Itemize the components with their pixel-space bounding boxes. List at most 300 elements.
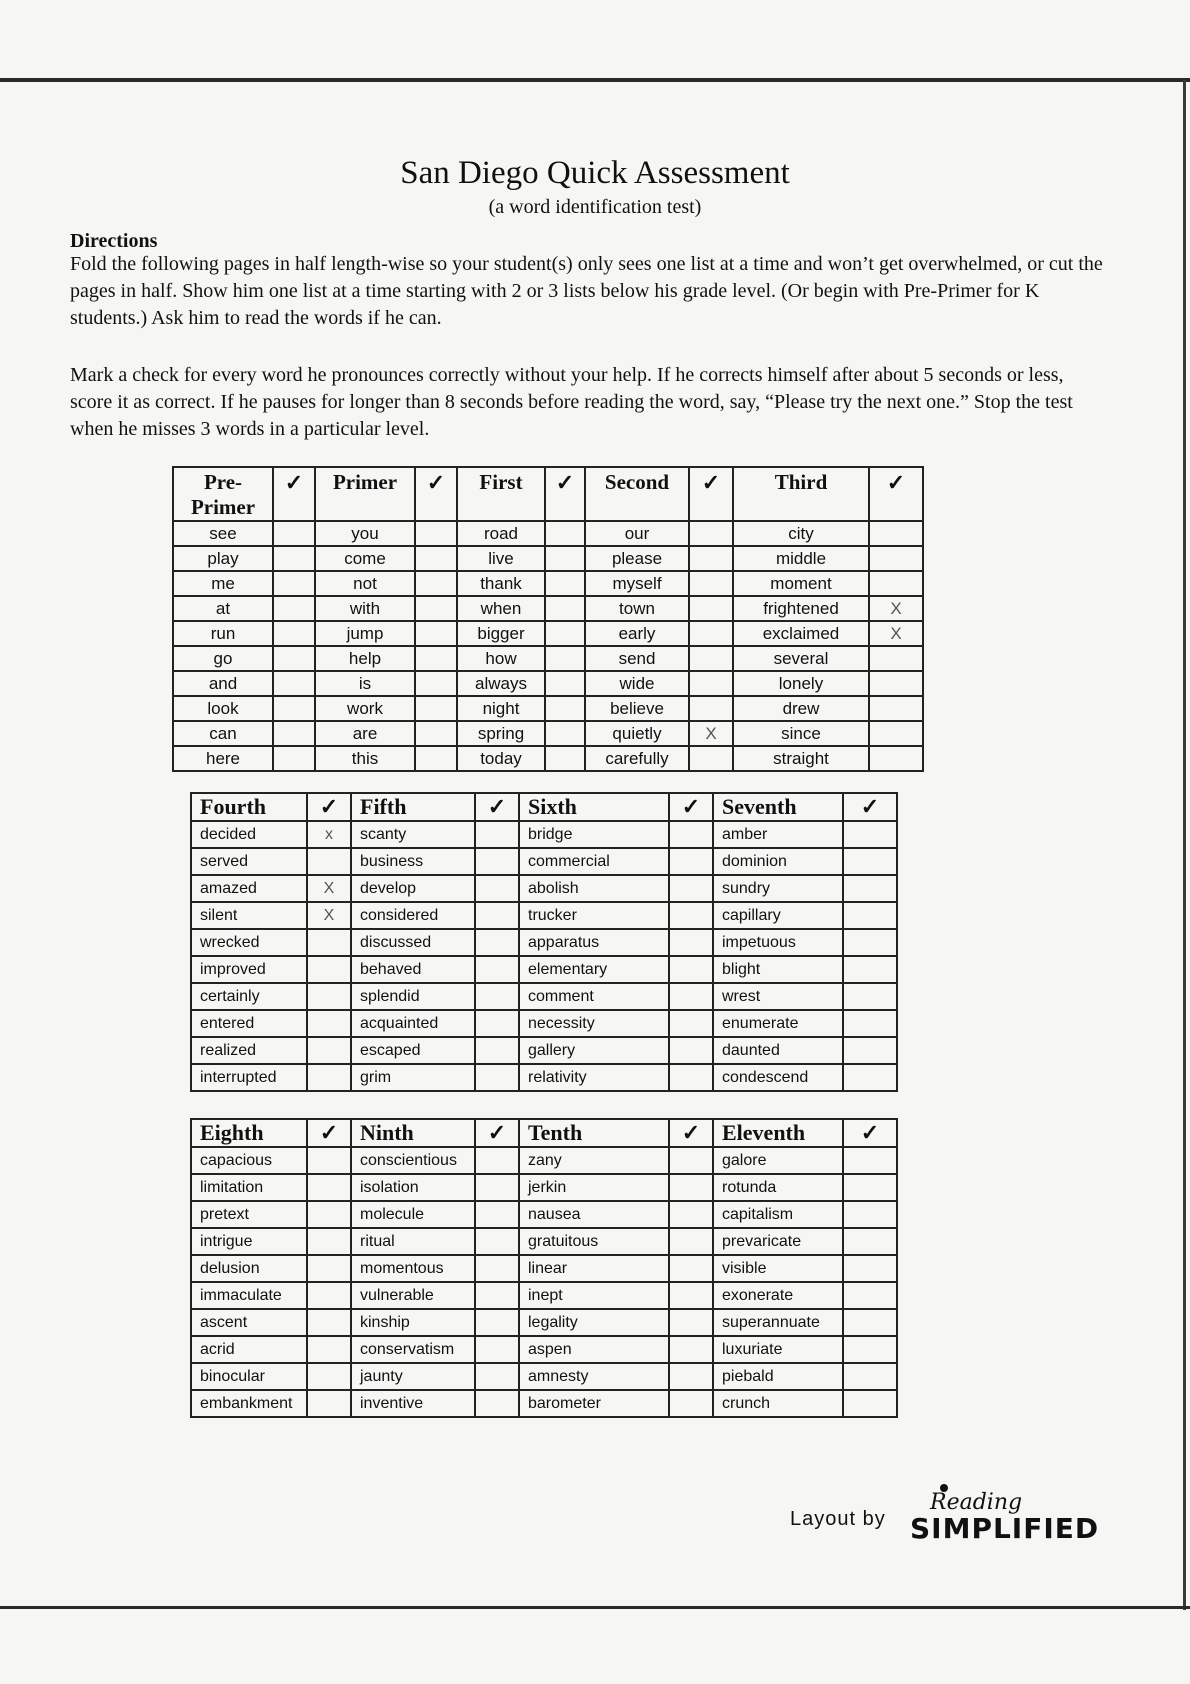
check-mark-cell[interactable] xyxy=(843,1147,897,1174)
page-edge-top xyxy=(0,78,1190,82)
check-mark-cell[interactable] xyxy=(843,1010,897,1037)
table-header-row xyxy=(173,467,923,521)
table-row xyxy=(191,1228,897,1255)
check-column-icon: ✓ xyxy=(475,1119,519,1147)
table-row xyxy=(173,621,923,646)
word-cell: road xyxy=(457,521,545,546)
word-cell: vulnerable xyxy=(351,1282,475,1309)
check-mark-cell[interactable] xyxy=(415,671,457,696)
check-mark-cell[interactable] xyxy=(475,983,519,1010)
table-row xyxy=(191,1010,897,1037)
word-cell: served xyxy=(191,848,307,875)
word-cell: prevaricate xyxy=(713,1228,843,1255)
word-cell: is xyxy=(315,671,415,696)
word-cell: not xyxy=(315,571,415,596)
word-cell: middle xyxy=(733,546,869,571)
check-mark-cell[interactable] xyxy=(415,521,457,546)
check-mark-cell[interactable] xyxy=(545,646,585,671)
check-mark-cell[interactable] xyxy=(475,1064,519,1091)
word-cell: considered xyxy=(351,902,475,929)
word-cell: barometer xyxy=(519,1390,669,1417)
check-mark-cell[interactable] xyxy=(307,1363,351,1390)
table-row xyxy=(173,696,923,721)
word-cell: inept xyxy=(519,1282,669,1309)
word-cell: acquainted xyxy=(351,1010,475,1037)
check-column-icon: ✓ xyxy=(307,1119,351,1147)
check-mark-cell[interactable] xyxy=(843,1336,897,1363)
check-mark-cell[interactable] xyxy=(475,1037,519,1064)
table-row xyxy=(191,1174,897,1201)
check-mark-cell[interactable] xyxy=(415,596,457,621)
word-cell: capitalism xyxy=(713,1201,843,1228)
table-row xyxy=(173,521,923,546)
word-cell: improved xyxy=(191,956,307,983)
check-mark-cell[interactable] xyxy=(843,1282,897,1309)
check-mark-cell[interactable] xyxy=(869,671,923,696)
word-cell: wrest xyxy=(713,983,843,1010)
table-row xyxy=(173,546,923,571)
word-cell: wide xyxy=(585,671,689,696)
directions-paragraph-2: Mark a check for every word he pronounces correctly without your help. If he corrects himself after about 5 seconds or less, score it as correct. If he pauses for longer than 8 seconds before reading the word, say, “Please try the next one.” Stop the test when he misses 3 words in a particular level. xyxy=(70,364,1073,440)
word-cell: apparatus xyxy=(519,929,669,956)
check-mark-cell[interactable] xyxy=(545,621,585,646)
word-cell: believe xyxy=(585,696,689,721)
check-mark-cell[interactable] xyxy=(545,596,585,621)
table-row xyxy=(173,746,923,771)
check-mark-cell[interactable] xyxy=(545,671,585,696)
check-column-icon: ✓ xyxy=(415,467,457,521)
check-mark-cell[interactable] xyxy=(307,1336,351,1363)
word-cell: trucker xyxy=(519,902,669,929)
word-cell: commercial xyxy=(519,848,669,875)
check-mark-cell[interactable] xyxy=(669,1147,713,1174)
word-cell: city xyxy=(733,521,869,546)
check-mark-cell[interactable] xyxy=(307,983,351,1010)
table-row xyxy=(173,671,923,696)
check-mark-cell[interactable]: X xyxy=(869,596,923,621)
word-cell: straight xyxy=(733,746,869,771)
word-cell: inventive xyxy=(351,1390,475,1417)
check-mark-cell[interactable] xyxy=(689,671,733,696)
word-cell: immaculate xyxy=(191,1282,307,1309)
check-column-icon: ✓ xyxy=(843,793,897,821)
check-mark-cell[interactable] xyxy=(475,1309,519,1336)
check-mark-cell[interactable] xyxy=(689,746,733,771)
word-cell: binocular xyxy=(191,1363,307,1390)
level-heading: Primer xyxy=(315,467,415,521)
word-cell: linear xyxy=(519,1255,669,1282)
word-cell: jerkin xyxy=(519,1174,669,1201)
table-row xyxy=(191,956,897,983)
word-cell: go xyxy=(173,646,273,671)
check-mark-cell[interactable] xyxy=(475,1255,519,1282)
check-mark-cell[interactable] xyxy=(843,1174,897,1201)
page-edge-bottom xyxy=(0,1606,1190,1609)
level-heading: Seventh xyxy=(713,793,843,821)
check-mark-cell[interactable] xyxy=(475,1147,519,1174)
layout-by-label: Layout by xyxy=(790,1508,886,1530)
word-cell: carefully xyxy=(585,746,689,771)
word-cell: bigger xyxy=(457,621,545,646)
check-mark-cell[interactable] xyxy=(669,956,713,983)
word-cell: work xyxy=(315,696,415,721)
level-heading: Sixth xyxy=(519,793,669,821)
check-mark-cell[interactable] xyxy=(307,1228,351,1255)
word-cell: early xyxy=(585,621,689,646)
check-mark-cell[interactable] xyxy=(843,929,897,956)
check-mark-cell[interactable] xyxy=(307,1309,351,1336)
word-cell: gratuitous xyxy=(519,1228,669,1255)
check-mark-cell[interactable] xyxy=(669,1309,713,1336)
check-mark-cell[interactable] xyxy=(307,1255,351,1282)
word-cell: spring xyxy=(457,721,545,746)
word-list-table-2 xyxy=(190,792,898,1092)
level-heading: Fifth xyxy=(351,793,475,821)
word-cell: amnesty xyxy=(519,1363,669,1390)
word-cell: help xyxy=(315,646,415,671)
word-cell: impetuous xyxy=(713,929,843,956)
check-mark-cell[interactable] xyxy=(545,546,585,571)
word-cell: send xyxy=(585,646,689,671)
check-mark-cell[interactable] xyxy=(475,875,519,902)
word-cell: crunch xyxy=(713,1390,843,1417)
word-cell: see xyxy=(173,521,273,546)
word-cell: here xyxy=(173,746,273,771)
check-mark-cell[interactable] xyxy=(669,875,713,902)
check-mark-cell[interactable] xyxy=(843,1390,897,1417)
check-mark-cell[interactable] xyxy=(869,546,923,571)
check-mark-cell[interactable] xyxy=(307,956,351,983)
check-mark-cell[interactable] xyxy=(545,571,585,596)
word-cell: please xyxy=(585,546,689,571)
check-mark-cell[interactable] xyxy=(415,646,457,671)
level-heading: Third xyxy=(733,467,869,521)
level-heading: Fourth xyxy=(191,793,307,821)
check-mark-cell[interactable] xyxy=(307,1390,351,1417)
table-row xyxy=(191,848,897,875)
check-mark-cell[interactable] xyxy=(545,521,585,546)
level-heading: Ninth xyxy=(351,1119,475,1147)
table-row xyxy=(191,929,897,956)
check-mark-cell[interactable]: X xyxy=(307,875,351,902)
check-mark-cell[interactable] xyxy=(415,696,457,721)
table-row xyxy=(173,596,923,621)
check-mark-cell[interactable] xyxy=(869,721,923,746)
word-cell: grim xyxy=(351,1064,475,1091)
check-mark-cell[interactable] xyxy=(843,983,897,1010)
word-cell: aspen xyxy=(519,1336,669,1363)
check-mark-cell[interactable] xyxy=(307,1282,351,1309)
word-cell: business xyxy=(351,848,475,875)
table-row xyxy=(191,983,897,1010)
check-mark-cell[interactable]: x xyxy=(307,821,351,848)
word-cell: at xyxy=(173,596,273,621)
check-mark-cell[interactable] xyxy=(307,1201,351,1228)
check-mark-cell[interactable] xyxy=(273,696,315,721)
word-cell: rotunda xyxy=(713,1174,843,1201)
table-row xyxy=(191,875,897,902)
check-mark-cell[interactable] xyxy=(689,546,733,571)
check-mark-cell[interactable] xyxy=(307,1147,351,1174)
check-mark-cell[interactable] xyxy=(475,821,519,848)
check-column-icon: ✓ xyxy=(689,467,733,521)
check-mark-cell[interactable] xyxy=(669,821,713,848)
table-row xyxy=(173,646,923,671)
directions-heading: Directions xyxy=(70,230,158,252)
word-cell: visible xyxy=(713,1255,843,1282)
check-mark-cell[interactable] xyxy=(273,621,315,646)
check-column-icon: ✓ xyxy=(843,1119,897,1147)
word-cell: acrid xyxy=(191,1336,307,1363)
check-mark-cell[interactable] xyxy=(475,1363,519,1390)
check-mark-cell[interactable] xyxy=(415,721,457,746)
check-mark-cell[interactable] xyxy=(475,902,519,929)
word-cell: wrecked xyxy=(191,929,307,956)
word-cell: behaved xyxy=(351,956,475,983)
word-cell: blight xyxy=(713,956,843,983)
word-cell: our xyxy=(585,521,689,546)
check-column-icon: ✓ xyxy=(307,793,351,821)
word-cell: entered xyxy=(191,1010,307,1037)
check-mark-cell[interactable] xyxy=(869,521,923,546)
check-mark-cell[interactable] xyxy=(669,1010,713,1037)
check-mark-cell[interactable] xyxy=(307,1064,351,1091)
check-mark-cell[interactable] xyxy=(415,546,457,571)
table-row xyxy=(173,721,923,746)
check-mark-cell[interactable] xyxy=(669,1064,713,1091)
check-mark-cell[interactable] xyxy=(669,1282,713,1309)
level-heading: Eighth xyxy=(191,1119,307,1147)
check-mark-cell[interactable] xyxy=(669,1174,713,1201)
word-cell: thank xyxy=(457,571,545,596)
check-mark-cell[interactable] xyxy=(415,621,457,646)
word-cell: abolish xyxy=(519,875,669,902)
word-cell: condescend xyxy=(713,1064,843,1091)
check-mark-cell[interactable] xyxy=(869,746,923,771)
table-row xyxy=(191,902,897,929)
check-mark-cell[interactable] xyxy=(689,521,733,546)
check-mark-cell[interactable] xyxy=(669,1201,713,1228)
check-mark-cell[interactable] xyxy=(475,1201,519,1228)
check-mark-cell[interactable] xyxy=(669,1228,713,1255)
word-cell: luxuriate xyxy=(713,1336,843,1363)
check-mark-cell[interactable] xyxy=(669,848,713,875)
directions-paragraph-1: Fold the following pages in half length-wise so your student(s) only sees one list at a time and won’t get overwhelmed, or cut the pages in half. Show him one list at a time starting with 2 or 3 lists below his grade level. (Or begin with Pre-Primer for K students.) Ask him to read the words if he can. xyxy=(70,253,1103,329)
word-cell: piebald xyxy=(713,1363,843,1390)
word-cell: come xyxy=(315,546,415,571)
level-heading: Tenth xyxy=(519,1119,669,1147)
check-mark-cell[interactable] xyxy=(273,671,315,696)
word-cell: nausea xyxy=(519,1201,669,1228)
table-row xyxy=(191,1255,897,1282)
check-mark-cell[interactable] xyxy=(307,1010,351,1037)
table-row xyxy=(191,1336,897,1363)
word-cell: always xyxy=(457,671,545,696)
word-cell: zany xyxy=(519,1147,669,1174)
check-mark-cell[interactable] xyxy=(843,956,897,983)
check-mark-cell[interactable] xyxy=(415,571,457,596)
brand-logo-reading: Reading xyxy=(930,1490,1023,1515)
check-mark-cell[interactable]: X xyxy=(869,621,923,646)
table-header-row xyxy=(191,1119,897,1147)
check-mark-cell[interactable] xyxy=(669,929,713,956)
check-mark-cell[interactable] xyxy=(843,848,897,875)
check-mark-cell[interactable] xyxy=(545,721,585,746)
word-cell: momentous xyxy=(351,1255,475,1282)
check-mark-cell[interactable] xyxy=(273,571,315,596)
word-cell: since xyxy=(733,721,869,746)
word-cell: comment xyxy=(519,983,669,1010)
word-cell: embankment xyxy=(191,1390,307,1417)
check-mark-cell[interactable] xyxy=(475,1010,519,1037)
word-cell: capacious xyxy=(191,1147,307,1174)
table-header-row xyxy=(191,793,897,821)
level-heading: First xyxy=(457,467,545,521)
check-mark-cell[interactable] xyxy=(669,1363,713,1390)
word-cell: town xyxy=(585,596,689,621)
table-row xyxy=(191,1282,897,1309)
word-cell: how xyxy=(457,646,545,671)
check-mark-cell[interactable] xyxy=(273,721,315,746)
check-mark-cell[interactable] xyxy=(415,746,457,771)
check-mark-cell[interactable] xyxy=(475,1174,519,1201)
check-mark-cell[interactable]: X xyxy=(689,721,733,746)
word-cell: legality xyxy=(519,1309,669,1336)
word-cell: bridge xyxy=(519,821,669,848)
check-mark-cell[interactable] xyxy=(869,696,923,721)
word-cell: ritual xyxy=(351,1228,475,1255)
page-edge-right xyxy=(1183,80,1186,1610)
word-cell: elementary xyxy=(519,956,669,983)
check-mark-cell[interactable] xyxy=(689,696,733,721)
check-mark-cell[interactable] xyxy=(843,1255,897,1282)
check-mark-cell[interactable] xyxy=(307,1174,351,1201)
word-cell: relativity xyxy=(519,1064,669,1091)
check-mark-cell[interactable] xyxy=(475,1336,519,1363)
check-mark-cell[interactable] xyxy=(843,1037,897,1064)
word-cell: live xyxy=(457,546,545,571)
check-mark-cell[interactable] xyxy=(669,1336,713,1363)
check-mark-cell[interactable] xyxy=(669,983,713,1010)
check-mark-cell[interactable] xyxy=(307,929,351,956)
check-mark-cell[interactable] xyxy=(843,1363,897,1390)
check-mark-cell[interactable] xyxy=(669,1255,713,1282)
word-cell: certainly xyxy=(191,983,307,1010)
word-cell: realized xyxy=(191,1037,307,1064)
check-mark-cell[interactable] xyxy=(475,848,519,875)
word-list-table-1 xyxy=(172,466,924,772)
word-cell: when xyxy=(457,596,545,621)
check-mark-cell[interactable] xyxy=(475,1390,519,1417)
word-cell: can xyxy=(173,721,273,746)
check-column-icon: ✓ xyxy=(869,467,923,521)
check-mark-cell[interactable] xyxy=(689,596,733,621)
check-mark-cell[interactable] xyxy=(843,902,897,929)
check-mark-cell[interactable] xyxy=(869,646,923,671)
check-mark-cell[interactable] xyxy=(307,848,351,875)
check-mark-cell[interactable] xyxy=(669,902,713,929)
word-cell: look xyxy=(173,696,273,721)
check-mark-cell[interactable] xyxy=(843,875,897,902)
page-subtitle: (a word identification test) xyxy=(488,196,702,218)
table-row xyxy=(191,1363,897,1390)
word-cell: enumerate xyxy=(713,1010,843,1037)
table-row xyxy=(191,1064,897,1091)
word-cell: daunted xyxy=(713,1037,843,1064)
word-cell: silent xyxy=(191,902,307,929)
word-cell: molecule xyxy=(351,1201,475,1228)
check-mark-cell[interactable] xyxy=(545,696,585,721)
check-mark-cell[interactable] xyxy=(475,956,519,983)
word-cell: several xyxy=(733,646,869,671)
check-column-icon: ✓ xyxy=(273,467,315,521)
word-list-table-3 xyxy=(190,1118,898,1418)
check-mark-cell[interactable] xyxy=(273,546,315,571)
check-mark-cell[interactable] xyxy=(273,596,315,621)
table-row xyxy=(191,1309,897,1336)
word-cell: play xyxy=(173,546,273,571)
word-cell: necessity xyxy=(519,1010,669,1037)
footer-credit xyxy=(790,1490,1110,1554)
check-mark-cell[interactable] xyxy=(273,746,315,771)
check-mark-cell[interactable] xyxy=(843,1228,897,1255)
word-cell: and xyxy=(173,671,273,696)
word-cell: amber xyxy=(713,821,843,848)
word-cell: jump xyxy=(315,621,415,646)
check-mark-cell[interactable] xyxy=(869,571,923,596)
table-row xyxy=(191,1201,897,1228)
check-mark-cell[interactable] xyxy=(273,521,315,546)
word-cell: limitation xyxy=(191,1174,307,1201)
check-mark-cell[interactable] xyxy=(669,1390,713,1417)
word-cell: me xyxy=(173,571,273,596)
check-column-icon: ✓ xyxy=(669,1119,713,1147)
word-cell: exclaimed xyxy=(733,621,869,646)
check-mark-cell[interactable] xyxy=(843,1309,897,1336)
table-row xyxy=(173,571,923,596)
word-cell: isolation xyxy=(351,1174,475,1201)
word-cell: capillary xyxy=(713,902,843,929)
check-mark-cell[interactable] xyxy=(689,621,733,646)
level-heading: Pre-Primer xyxy=(173,467,273,521)
word-cell: lonely xyxy=(733,671,869,696)
check-mark-cell[interactable] xyxy=(273,646,315,671)
check-mark-cell[interactable] xyxy=(689,571,733,596)
table-row xyxy=(191,1037,897,1064)
check-mark-cell[interactable] xyxy=(545,746,585,771)
word-cell: exonerate xyxy=(713,1282,843,1309)
check-mark-cell[interactable] xyxy=(843,1201,897,1228)
check-mark-cell[interactable] xyxy=(689,646,733,671)
word-cell: jaunty xyxy=(351,1363,475,1390)
page-title: San Diego Quick Assessment xyxy=(400,155,790,191)
word-cell: myself xyxy=(585,571,689,596)
check-mark-cell[interactable] xyxy=(843,821,897,848)
word-cell: dominion xyxy=(713,848,843,875)
word-cell: drew xyxy=(733,696,869,721)
check-mark-cell[interactable]: X xyxy=(307,902,351,929)
word-cell: scanty xyxy=(351,821,475,848)
check-mark-cell[interactable] xyxy=(475,1282,519,1309)
brand-logo-simplified: SIMPLIFIED xyxy=(910,1512,1100,1545)
check-mark-cell[interactable] xyxy=(475,929,519,956)
check-mark-cell[interactable] xyxy=(843,1064,897,1091)
word-cell: frightened xyxy=(733,596,869,621)
check-mark-cell[interactable] xyxy=(669,1037,713,1064)
check-mark-cell[interactable] xyxy=(475,1228,519,1255)
check-mark-cell[interactable] xyxy=(307,1037,351,1064)
word-cell: galore xyxy=(713,1147,843,1174)
